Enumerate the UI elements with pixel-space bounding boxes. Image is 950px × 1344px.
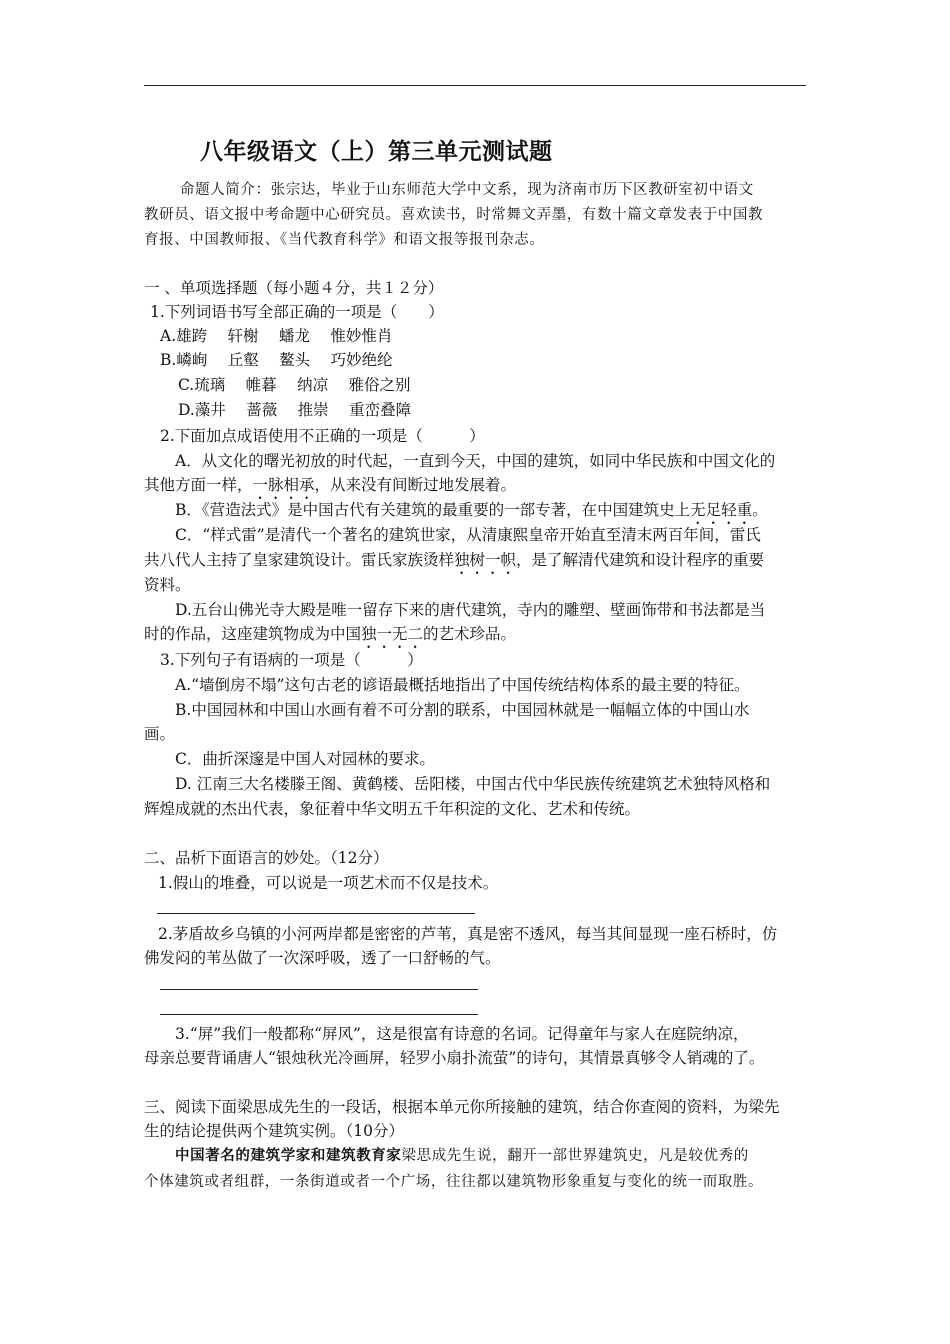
intro-line-1: 命题人简介：张宗达，毕业于山东师范大学中文系，现为济南市历下区教研室初中语文 [180, 182, 754, 198]
dotted-idiom: 无足轻重 [690, 501, 753, 519]
quote-line-2: 个体建筑或者组群，一条街道或者一个广场，往往都以建筑物形象重复与变化的统一而取胜。 [144, 1174, 764, 1190]
answer-blank[interactable] [160, 989, 478, 990]
q3-option-d-line2: 辉煌成就的杰出代表，象征着中华文明五千年积淀的文化、艺术和传统。 [144, 800, 641, 818]
q2-option-d-line2: 时的作品，这座建筑物成为中国独一无二的艺术珍品。 [144, 625, 517, 643]
q3-option-a: A.“墙倒房不塌”这句古老的谚语最概括地指出了中国传统结构体系的最主要的特征。 [175, 676, 750, 694]
q3-option-c: C．曲折深邃是中国人对园林的要求。 [175, 750, 435, 768]
q1-option-a: A.雄跨 轩榭 蟠龙 惟妙惟肖 [160, 327, 393, 345]
quote-line-1: 中国著名的建筑学家和建筑教育家梁思成先生说，翻开一部世界建筑史，凡是较优秀的 [175, 1148, 749, 1164]
dotted-idiom: 独树一帜 [454, 551, 517, 569]
q2-option-a-line1: A．从文化的曙光初放的时代起，一直到今天，中国的建筑，如同中华民族和中国文化的 [175, 452, 776, 470]
q2-option-a-line2: 其他方面一样，一脉相承，从来没有间断过地发展着。 [144, 476, 517, 494]
q2-option-d-line1: D.五台山佛光寺大殿是唯一留存下来的唐代建筑，寺内的雕塑、壁画饰带和书法都是当 [175, 601, 766, 619]
dotted-idiom: 一脉相承 [252, 476, 315, 494]
q2-option-c-line1: C．“样式雷”是清代一个著名的建筑世家，从清康熙皇帝开始直至清末两百年间，雷氏 [175, 526, 761, 544]
s2-item-2-line2: 佛发闷的苇丛做了一次深呼吸，透了一口舒畅的气。 [144, 949, 501, 967]
q2-option-c-line2: 共八代人主持了皇家建筑设计。雷氏家族烫样独树一帜，是了解清代建筑和设计程序的重要 [144, 551, 765, 569]
q2-option-b: B．《营造法式》是中国古代有关建筑的最重要的一部专著，在中国建筑史上无足轻重。 [175, 501, 768, 519]
answer-blank[interactable] [157, 913, 475, 914]
intro-line-3: 育报、中国教师报、《当代教育科学》和语文报等报刊杂志。 [144, 232, 545, 248]
q3-option-b-line2: 画。 [144, 725, 176, 743]
dotted-idiom: 独一无二 [361, 625, 424, 643]
q2-stem: 2.下面加点成语使用不正确的一项是（ ） [160, 427, 485, 445]
section3-heading-line2: 生的结论提供两个建筑实例。（10分） [144, 1122, 404, 1140]
header-rule [144, 85, 806, 86]
s2-item-3-line1: 3.“屏”我们一般都称“屏风”，这是很富有诗意的名词。记得童年与家人在庭院纳凉， [175, 1025, 749, 1043]
q3-option-b-line1: B.中国园林和中国山水画有着不可分割的联系，中国园林就是一幅幅立体的中国山水 [175, 701, 750, 719]
page-title: 八年级语文（上）第三单元测试题 [200, 139, 553, 165]
q1-option-c: C.琉璃 帷暮 纳凉 雅俗之别 [178, 376, 411, 394]
q1-option-b: B.嶙峋 丘壑 鳌头 巧妙绝纶 [160, 351, 393, 369]
q1-stem: 1.下列词语书写全部正确的一项是（ ） [150, 303, 444, 321]
q3-option-d-line1: D. 江南三大名楼滕王阁、黄鹤楼、岳阳楼，中国古代中华民族传统建筑艺术独特风格和 [175, 775, 771, 793]
q1-option-d: D.藻井 蔷薇 推崇 重峦叠障 [178, 401, 412, 419]
s2-item-3-line2: 母亲总要背诵唐人“银烛秋光冷画屏，轻罗小扇扑流萤”的诗句，其情景真够令人销魂的了。 [144, 1049, 765, 1067]
intro-line-2: 教研员、语文报中考命题中心研究员。喜欢读书，时常舞文弄墨，有数十篇文章发表于中国教 [144, 207, 764, 223]
section2-heading: 二、品析下面语言的妙处。（12分） [144, 849, 389, 867]
answer-blank[interactable] [160, 1014, 478, 1015]
s2-item-2-line1: 2.茅盾故乡乌镇的小河两岸都是密密的芦苇，真是密不透风，每当其间显现一座石桥时，仿 [158, 925, 778, 943]
section1-heading: 一 、单项选择题（每小题４分，共１２分） [144, 279, 444, 297]
s2-item-1: 1.假山的堆叠，可以说是一项艺术而不仅是技术。 [158, 874, 499, 892]
q3-stem: 3.下列句子有语病的一项是（ ） [160, 651, 423, 669]
q2-option-c-line3: 资料。 [144, 576, 191, 594]
section3-heading-line1: 三、阅读下面梁思成先生的一段话，根据本单元你所接触的建筑，结合你查阅的资料，为梁先 [144, 1098, 780, 1116]
